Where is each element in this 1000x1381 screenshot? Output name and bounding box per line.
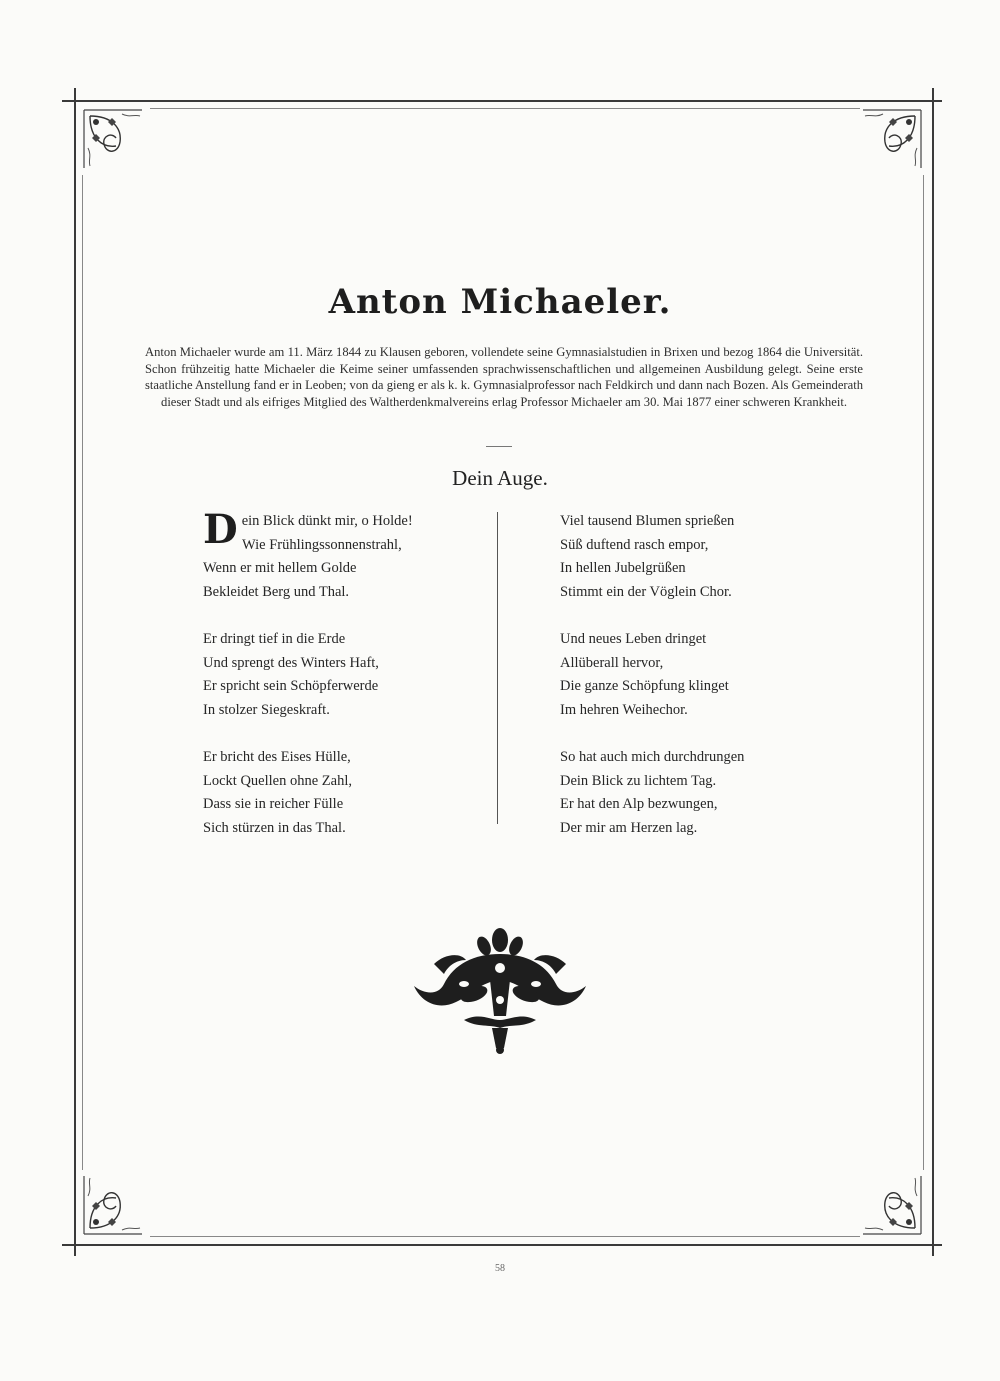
- poem-line: Und neues Leben dringet: [560, 630, 707, 647]
- frame-right-line: [932, 88, 934, 1256]
- frame-top-line: [62, 100, 942, 102]
- section-divider-rule: [486, 446, 512, 447]
- poem-line: Süß duftend rasch empor,: [560, 536, 709, 553]
- poem-line: Er spricht sein Schöpferwerde: [203, 678, 379, 695]
- poem-line: Und sprengt des Winters Haft,: [203, 654, 379, 671]
- poem-line: Wenn er mit hellem Golde: [203, 560, 357, 577]
- poem-line: Lockt Quellen ohne Zahl,: [203, 772, 352, 789]
- poem-line: Er dringt tief in die Erde: [203, 630, 346, 647]
- corner-ornament-bottom-right-icon: [853, 1166, 923, 1236]
- corner-ornament-top-right-icon: [853, 108, 923, 178]
- poem-line-text: ein Blick dünkt mir, o Holde!: [241, 513, 413, 529]
- poem-line: Im hehren Weihechor.: [560, 701, 688, 718]
- inner-border-bottom: [150, 1236, 860, 1237]
- poem-line: Stimmt ein der Vöglein Chor.: [560, 583, 732, 600]
- poem-line: Wie Frühlingssonnenstrahl,: [242, 536, 402, 553]
- frame-left-line: [74, 88, 76, 1256]
- poem-line: Allüberall hervor,: [560, 654, 664, 671]
- corner-ornament-bottom-left-icon: [82, 1166, 152, 1236]
- inner-border-top: [150, 108, 860, 109]
- stanza: [203, 628, 473, 722]
- poem-line: Viel tausend Blumen sprießen: [560, 513, 735, 529]
- poem-left-column: [203, 506, 473, 864]
- floral-ornament-icon: [404, 924, 596, 1054]
- poem-line: In hellen Jubelgrüßen: [560, 560, 686, 577]
- stanza: [203, 746, 473, 840]
- poem-line: Er hat den Alp bezwungen,: [560, 796, 718, 813]
- poem-right-column: [560, 510, 830, 864]
- poem-line: So hat auch mich durchdrungen: [560, 748, 745, 765]
- poem-line: Sich stürzen in das Thal.: [203, 819, 346, 836]
- poem-line: Dein Blick zu lichtem Tag.: [560, 772, 717, 789]
- poem-line: Er bricht des Eises Hülle,: [203, 748, 351, 765]
- frame-bottom-line: [62, 1244, 942, 1246]
- stanza: [560, 510, 830, 604]
- poem-line: Dass sie in reicher Fülle: [203, 796, 344, 813]
- poem-title: Dein Auge.: [452, 466, 548, 490]
- inner-border-right: [923, 175, 924, 1170]
- poem-line: Die ganze Schöpfung klinget: [560, 678, 729, 695]
- biography-paragraph: Anton Michaeler wurde am 11. März 1844 zu Klausen geboren, vollendete seine Gymnasialstudien in Brixen und bezog 1864 die Universität. Schon frühzeitig hatte Michaeler die Keime seiner umfassenden sprachwissenschaftlichen und allgemeinen Ausbildung gelegt. Seine erste staatliche Anstellung fand er in Leoben; von da gieng er als k. k. Gymnasialprofessor nach Feldkirch und dann nach Bozen. Als Gemeinderath dieser Stadt und als eifriges Mitglied des Waltherdenkmalvereins erlag Professor Michaeler am 30. Mai 1877 einer schweren Krankheit.: [145, 345, 863, 409]
- stanza: [560, 746, 830, 840]
- page-number: 58: [495, 1263, 505, 1274]
- stanza: [560, 628, 830, 722]
- poem-line: In stolzer Siegeskraft.: [203, 701, 330, 718]
- poem-line: Bekleidet Berg und Thal.: [203, 583, 350, 600]
- column-divider: [497, 512, 498, 824]
- drop-cap: D: [203, 506, 238, 553]
- corner-ornament-top-left-icon: [82, 108, 152, 178]
- stanza: [203, 506, 473, 604]
- poem-line: Der mir am Herzen lag.: [560, 819, 698, 836]
- inner-border-left: [82, 175, 83, 1170]
- page-title: Anton Michaeler.: [328, 282, 672, 322]
